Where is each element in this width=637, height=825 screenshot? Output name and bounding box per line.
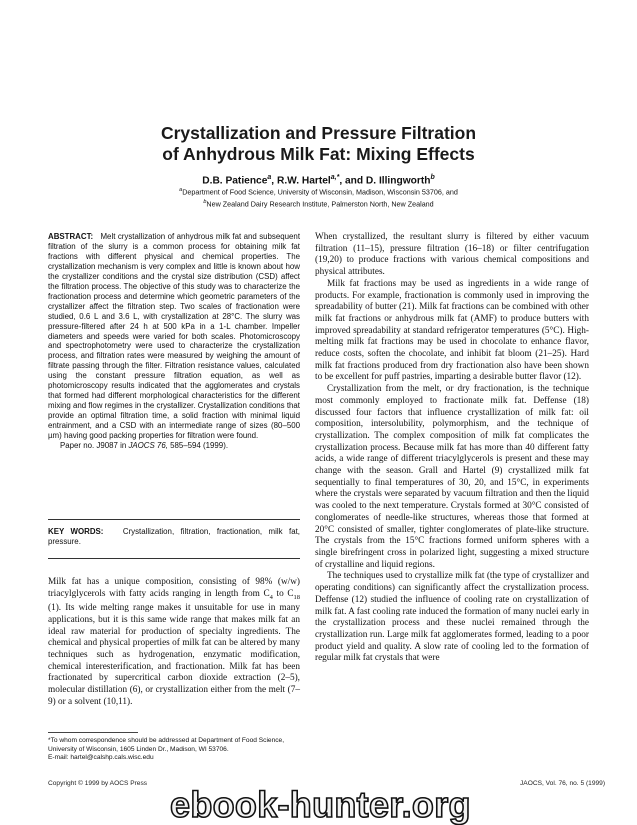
author-2: R.W. Hartel bbox=[276, 175, 331, 187]
author-3-sup: b bbox=[430, 174, 435, 181]
title-line-2: of Anhydrous Milk Fat: Mixing Effects bbox=[162, 144, 475, 164]
watermark: ebook-hunter.org bbox=[170, 784, 471, 825]
intro-sub-2: 18 bbox=[293, 593, 300, 601]
author-sep-1: , bbox=[271, 175, 277, 187]
right-paragraph-1: When crystallized, the resultant slurry is filtered by either vacuum filtration (11–15), pressure filtration (16–18) or filter centrifugation (19,20) to produce fractions with various chemical compositions and physical attributes. bbox=[315, 232, 589, 278]
abstract-divider bbox=[48, 519, 300, 520]
intro-text-b: to C bbox=[272, 588, 294, 599]
intro-paragraph bbox=[48, 577, 300, 709]
footnote-rule bbox=[48, 732, 138, 733]
author-2-sup: a,* bbox=[330, 174, 340, 181]
author-1-sup: a bbox=[267, 174, 272, 181]
abstract bbox=[48, 232, 300, 451]
paper-number-prefix: Paper no. J9087 in bbox=[60, 441, 129, 451]
abstract-label: ABSTRACT: bbox=[48, 232, 94, 241]
keywords-label: KEY WORDS: bbox=[48, 527, 104, 536]
affiliations bbox=[0, 185, 637, 210]
intro-text-c: (1). Its wide melting range makes it unsuitable for use in many applications, but it is this same wide range that makes milk fat an ideal raw material for production of specialty ingredients. The chemical and physical properties of milk fat can be altered by many techniques such as hydrogenation, enzymatic modification, chemical interesterification, and fractionation. Milk fat has been fractionated by supercritical carbon dioxide extraction (2–5), molecular distillation (6), or crystallization either from the melt (7–9) or a solvent (10,11). bbox=[48, 603, 300, 707]
affiliation-a-text: Department of Food Science, University of Wisconsin, Madison, Wisconsin 53706, and bbox=[182, 187, 458, 197]
affiliation-b bbox=[0, 197, 637, 209]
keywords bbox=[48, 527, 300, 547]
affiliation-a-sup: a bbox=[179, 187, 183, 193]
abstract-text: Melt crystallization of anhydrous milk fat and subsequent filtration of the slurry is a common process for obtaining milk fat fractions with different physical and chemical properties. The crystallization mechanism is very complex and little is known about how the crystallizer conditions and the crystal size distribution (CSD) affect the filtration process. The objective of this study was to characterize the fractionation process and determine which geometric parameters of the crystallizer affect the filtration step. Two scales of fractionation were studied, 0.6 L and 3.6 L, with crystallization at 28°C. The slurry was pressure-filtered after 24 h at 500 kPa in a 1-L chamber. Impeller diameters and speeds were varied for both scales. Photomicroscopy and spectrophotometry were used to characterize the crystallization process, and filtration rates were measured by weighing the amount of filtrate passing through the filter. Filtration resistance values, calculated using the constant pressure filtration equation, as well as photomicroscopy results indicated that the agglomerates and crystals that formed had different morphological characteristics for the different mixing and flow regimes in the crystallizer. Crystallization conditions that provide an optimal filtration time, a solid fraction with minimal liquid entrainment, and a CSD with an intermediate range of sizes (80–500 µm) having good packing properties for filtration were found. bbox=[48, 232, 301, 441]
footnote-text: *To whom correspondence should be addressed at Department of Food Science, University of Wisconsin, 1605 Linden Dr., Madison, WI 53706. bbox=[48, 737, 285, 753]
right-paragraph-4: The techniques used to crystallize milk fat (the type of crystallizer and operating conditions) can significantly affect the crystallization process. Deffense (12) studied the influence of cooling rate on crystallization of milk fat. A fast cooling rate induced the formation of many nuclei early in the crystallization process and these nuclei remained through the crystallization run. Large milk fat agglomerates formed, leading to a poor product yield and quality. A slow rate of cooling led to the formation of regular milk fat crystals that were bbox=[315, 571, 589, 664]
keywords-divider bbox=[48, 558, 300, 559]
paper-number bbox=[48, 441, 300, 451]
footnote-email: E-mail: hartel@calshp.cals.wisc.edu bbox=[48, 754, 154, 762]
journal-footer: JAOCS, Vol. 76, no. 5 (1999) bbox=[520, 780, 606, 787]
author-3: D. Illingworth bbox=[365, 175, 431, 187]
title-line-1: Crystallization and Pressure Filtration bbox=[160, 123, 477, 143]
copyright: Copyright © 1999 by AOCS Press bbox=[48, 780, 148, 787]
intro-column bbox=[48, 577, 300, 709]
intro-sub-1: 4 bbox=[269, 593, 273, 601]
keywords-text: Crystallization, filtration, fractionation, milk fat, pressure. bbox=[48, 527, 300, 546]
author-1: D.B. Patience bbox=[202, 175, 268, 187]
author-sep-2: , and bbox=[339, 175, 366, 187]
paper-journal: JAOCS 76, bbox=[128, 441, 168, 451]
right-column bbox=[315, 232, 589, 665]
affiliation-a bbox=[0, 185, 637, 197]
footnote bbox=[48, 737, 300, 763]
right-paragraph-3: Crystallization from the melt, or dry fractionation, is the technique most commonly employed to fractionate milk fat. Deffense (18) discussed four factors that influence crystallization of milk fat: oil composition, intersolubility, polymorphism, and the technique of crystallization. The complex composition of milk fat complicates the crystallization process. Because milk fat has more than 40 different fatty acids, a wide range of different triacylglycerols is present and these may change with the season. Grall and Hartel (9) crystallized milk fat sequentially to final temperatures of 30, 20, and 15°C, in experiments where the crystals were separated by vacuum filtration and then the liquid was cooled to the next temperature. Crystals formed at 30°C consisted of conglomerates of needle-like structures, whereas those that formed at 20°C consisted of smaller, tighter conglomerates of plate-like structure. The crystals from the 15°C fractions formed uniform spheres with a single birefringent cross in polarized light, suggesting a mixed structure of crystalline and liquid regions. bbox=[315, 384, 589, 570]
intro-text-a: Milk fat has a unique composition, consisting of 98% (w/w) triacylglycerols with fatty acids ranging in length from C bbox=[48, 577, 300, 599]
affiliation-b-text: New Zealand Dairy Research Institute, Palmerston North, New Zealand bbox=[206, 199, 434, 209]
right-paragraph-2: Milk fat fractions may be used as ingredients in a wide range of products. For example, fractionation is commonly used in improving the spreadability of butter (21). Milk fat fractions can be combined with other milk fat fractions or anhydrous milk fat (AMF) to produce butters with improved spreadability at standard refrigerator temperatures (5°C). High-melting milk fat fractions may be used in chocolate to enhance flavor, reduce costs, soften the chocolate, and inhibit fat bloom (21–25). Hard milk fat fractions produced from dry fractionation also have been shown to be excellent for puff pastries, imparting a desirable butter flavor (12). bbox=[315, 278, 589, 383]
affiliation-b-sup: b bbox=[203, 199, 207, 206]
article-title bbox=[0, 123, 637, 165]
paper-number-suffix: 585–594 (1999). bbox=[167, 441, 229, 451]
